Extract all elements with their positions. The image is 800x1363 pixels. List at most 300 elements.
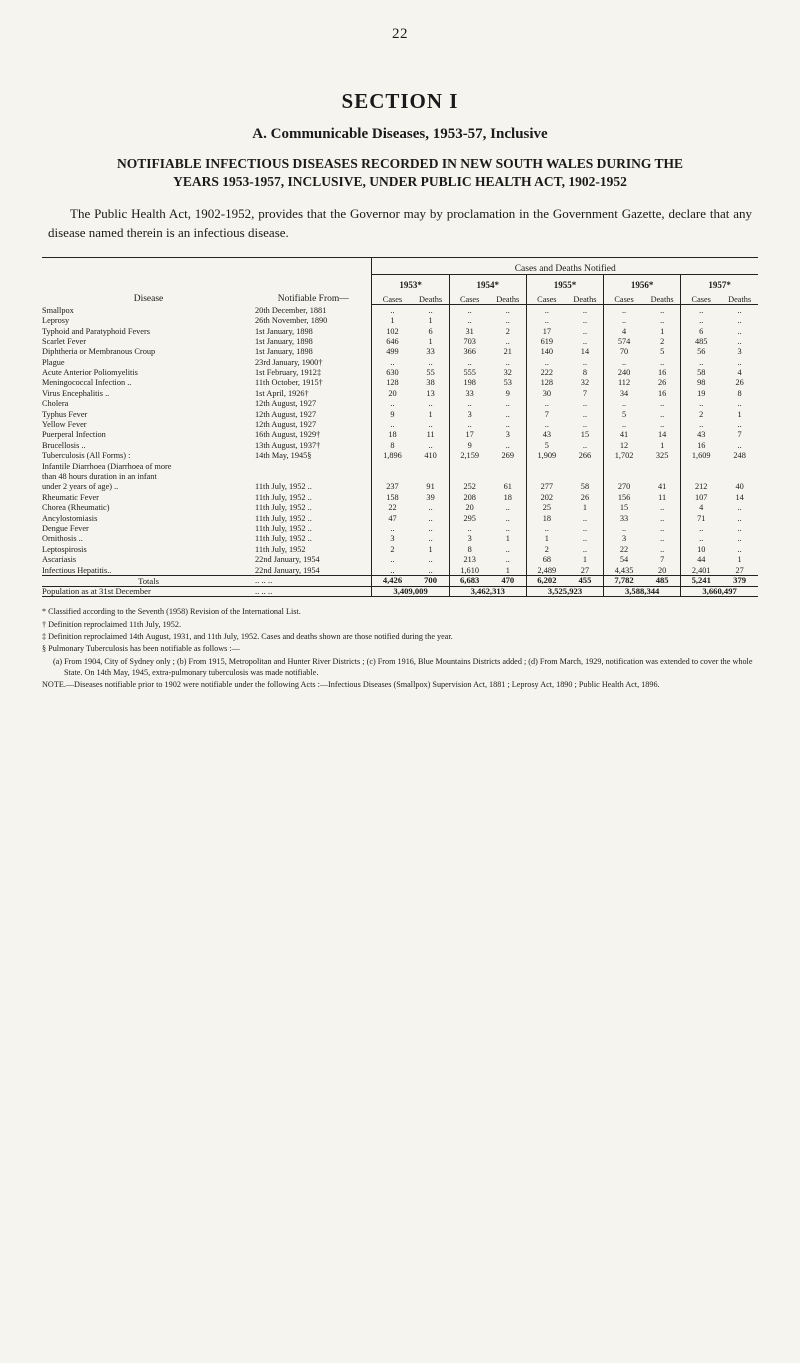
notifiable-from: 11th July, 1952 .. [255,492,312,502]
deaths-value [721,471,758,481]
deaths-value: 40 [735,482,744,492]
deaths-value: 2 [660,336,665,346]
deaths-value: .. [505,420,510,430]
cases-value: 295 [449,512,490,522]
cases-value: 58 [681,367,722,377]
cases-value [681,471,722,481]
deaths-value: 7 [582,388,588,398]
deaths-value: .. [737,357,742,367]
deaths-value: 1 [505,565,510,575]
deaths-value [567,471,604,481]
deaths-value: 248 [733,451,746,461]
deaths-value: 5 [660,347,665,357]
subheader-deaths-1953: Deaths [412,290,449,304]
deaths-value: .. [660,357,665,367]
cases-value: 112 [604,377,645,387]
disease-name: Cholera [42,399,69,409]
deaths-value: .. [660,523,665,533]
deaths-value: 38 [426,378,435,388]
page-number: 22 [392,26,408,42]
deaths-value: 55 [426,368,435,378]
notifiable-from: 11th July, 1952 .. [255,534,312,544]
deaths-value: .. [582,316,588,326]
population-label: Population as at 31st December [42,586,255,597]
cases-value: 7 [526,409,567,419]
disease-name: Ornithosis .. [42,534,83,544]
cases-value: .. [372,398,413,408]
cases-value: 22 [604,544,645,554]
deaths-value: 1 [582,555,588,565]
deaths-value: .. [582,420,588,430]
deaths-value: 39 [426,492,435,502]
totals-deaths: 485 [644,575,681,586]
deaths-value [721,460,758,470]
cases-value [449,460,490,470]
cases-value: 2,401 [681,564,722,575]
cases-value: 703 [449,336,490,346]
cases-value: 3 [449,533,490,543]
cases-value: 31 [449,325,490,335]
deaths-value: .. [737,534,742,544]
deaths-value: 7 [660,555,665,565]
cases-value: 1,609 [681,450,722,460]
cases-value: 213 [449,554,490,564]
deaths-value: 14 [580,347,590,357]
cases-value [449,471,490,481]
deaths-value: .. [582,357,588,367]
deaths-value: 20 [657,565,667,575]
deaths-value: 1 [428,544,433,554]
deaths-value: 1 [582,503,588,513]
cases-value: 15 [604,502,645,512]
cases-value: .. [449,523,490,533]
cases-value: 128 [372,377,413,387]
cases-value: .. [604,398,645,408]
cases-value: 3 [449,409,490,419]
notifiable-from: 26th November, 1890 [255,316,328,326]
deaths-value: .. [505,523,510,533]
disease-name: Infantile Diarrhoea (Diarrhoea of more [42,461,172,471]
cases-value: 12 [604,440,645,450]
table-row [42,315,758,325]
table-row [42,409,758,419]
cases-value: .. [681,398,722,408]
deaths-value: 27 [580,565,590,575]
notifiable-from [255,460,372,470]
cases-value: .. [449,357,490,367]
deaths-value: .. [737,305,742,315]
deaths-value: .. [428,555,433,565]
deaths-value: .. [660,513,665,523]
deaths-value: 266 [578,451,592,461]
cases-value: 4,435 [604,564,645,575]
totals-dots: .. .. .. [255,575,372,586]
cases-value: 240 [604,367,645,377]
cases-value [526,471,567,481]
cases-value: 128 [526,377,567,387]
notifiable-from: 11th July, 1952 [255,544,306,554]
deaths-value: 1 [660,326,665,336]
table-row [42,471,758,481]
cases-value: 8 [372,440,413,450]
deaths-value: 14 [657,430,667,440]
cases-value: .. [526,398,567,408]
deaths-value: 32 [580,378,590,388]
table-row [42,440,758,450]
notifiable-from: 22nd January, 1954 [255,565,320,575]
subheader-deaths-1955: Deaths [567,290,604,304]
deaths-value: 53 [503,378,512,388]
subheader-cases-1955: Cases [526,290,567,304]
deaths-value: 8 [737,388,742,398]
cases-value: 30 [526,388,567,398]
cases-value: 212 [681,481,722,491]
cases-value: .. [372,564,413,575]
deaths-value: .. [505,316,510,326]
deaths-value: .. [660,420,665,430]
subheader-cases-1956: Cases [604,290,645,304]
cases-value: 252 [449,481,490,491]
deaths-value: 2 [505,326,510,336]
deaths-value: .. [505,357,510,367]
deaths-value: .. [737,420,742,430]
cases-value: 158 [372,492,413,502]
cases-value: 56 [681,346,722,356]
notifiable-from: 12th August, 1927 [255,420,317,430]
cases-value: 646 [372,336,413,346]
deaths-value: 325 [655,451,669,461]
disease-name: Virus Encephalitis .. [42,388,110,398]
cases-value: 499 [372,346,413,356]
cases-value: 107 [681,492,722,502]
table-row [42,523,758,533]
footnote-section: § Pulmonary Tuberculosis has been notifiable as follows :— [42,644,240,654]
disease-name: Ascariasis [42,555,77,565]
deaths-value: .. [428,513,433,523]
disease-name: Leprosy [42,316,70,326]
deaths-value: .. [505,555,510,565]
cases-value: 2,489 [526,564,567,575]
cases-value: .. [526,304,567,315]
intro-paragraph: The Public Health Act, 1902-1952, provides that the Governor may by proclamation in the Government Gazette, declare that any disease named therein is an infectious disease. [48,206,752,241]
deaths-value: .. [582,534,588,544]
notifiable-from: 23rd January, 1900† [255,357,323,367]
population-value: 3,588,344 [604,586,681,597]
table-row [42,398,758,408]
cases-value: 202 [526,492,567,502]
cases-value: 33 [449,388,490,398]
deaths-value: .. [737,326,742,336]
deaths-value: .. [737,513,742,523]
deaths-value: 91 [426,482,435,492]
cases-value: .. [372,304,413,315]
cases-value: .. [372,419,413,429]
table-row [42,492,758,502]
deaths-value: 1 [660,440,665,450]
cases-value: 102 [372,325,413,335]
cases-value: 25 [526,502,567,512]
cases-value: .. [372,523,413,533]
deaths-value [567,460,604,470]
cases-value: 44 [681,554,722,564]
totals-cases: 7,782 [604,575,645,586]
population-row [42,586,758,597]
deaths-value [412,460,449,470]
section-subtitle: A. Communicable Diseases, 1953-57, Inclusive [252,126,548,142]
cases-value: 2 [526,544,567,554]
totals-deaths: 455 [567,575,604,586]
cases-value: 1 [372,315,413,325]
deaths-value: 32 [503,368,512,378]
cases-value: .. [681,523,722,533]
cases-value: 34 [604,388,645,398]
deaths-value: 1 [505,534,510,544]
disease-name: Puerperal Infection [42,430,106,440]
cases-value: 71 [681,512,722,522]
cases-value: .. [372,357,413,367]
deaths-value: .. [737,336,742,346]
deaths-value: 7 [737,430,742,440]
deaths-value: 26 [657,378,667,388]
deaths-value: .. [737,399,742,409]
cases-value: 68 [526,554,567,564]
deaths-value: .. [428,399,433,409]
deaths-value: 21 [503,347,512,357]
cases-value: 630 [372,367,413,377]
deaths-value: .. [428,305,433,315]
table-body [42,304,758,597]
deaths-value: 15 [580,430,590,440]
cases-value: 43 [526,429,567,439]
deaths-value: .. [582,544,588,554]
deaths-value: 1 [737,409,742,419]
footnote-note: NOTE.—Diseases notifiable prior to 1902 were notifiable under the following Acts :—Infectious Diseases (Smallpox) Supervision Act, 1881 ; Leprosy Act, 1890 ; Public Health Act, 1896. [42,680,660,690]
deaths-value: 58 [580,482,590,492]
cases-value: 17 [449,429,490,439]
deaths-value: .. [660,544,665,554]
cases-value: 366 [449,346,490,356]
year-header-1956: 1956* [604,274,681,290]
deaths-value: .. [660,316,665,326]
cases-value: .. [526,523,567,533]
cases-value: 20 [449,502,490,512]
headline-line-1: NOTIFIABLE INFECTIOUS DISEASES RECORDED IN NEW SOUTH WALES DURING THE [116,156,684,171]
deaths-value: 26 [735,378,744,388]
deaths-value: 16 [657,368,667,378]
disease-name: Typhus Fever [42,409,88,419]
cases-value: 19 [681,388,722,398]
notifiable-from: 11th October, 1915† [255,378,323,388]
deaths-value: 9 [505,388,510,398]
cases-value: 2 [681,409,722,419]
totals-label: Totals [42,575,255,586]
footnotes [42,606,758,690]
disease-name: Diphtheria or Membranous Croup [42,347,156,357]
cases-value: 98 [681,377,722,387]
cases-value [372,460,413,470]
cases-value: 574 [604,336,645,346]
deaths-value: 61 [503,482,512,492]
population-value: 3,409,009 [372,586,449,597]
cases-value: .. [526,315,567,325]
cases-value: .. [604,304,645,315]
cases-value: .. [681,419,722,429]
deaths-value: .. [582,440,588,450]
cases-value: .. [526,357,567,367]
deaths-value: .. [505,336,510,346]
deaths-value: 1 [428,409,433,419]
disease-name: Plague [42,357,65,367]
cases-value: 222 [526,367,567,377]
cases-value: 140 [526,346,567,356]
deaths-value: .. [582,513,588,523]
notifiable-from: 22nd January, 1954 [255,555,320,565]
cases-value: 9 [372,409,413,419]
cases-value: 22 [372,502,413,512]
deaths-value: .. [505,503,510,513]
cases-value: 33 [604,512,645,522]
table-row [42,357,758,367]
disease-name: Scarlet Fever [42,336,87,346]
totals-cases: 5,241 [681,575,722,586]
deaths-value: .. [737,440,742,450]
cases-value: 8 [449,544,490,554]
cases-value: .. [372,554,413,564]
deaths-value: 3 [505,430,510,440]
table-row [42,544,758,554]
deaths-value: .. [737,503,742,513]
disease-name: under 2 years of age) .. [42,482,119,492]
cases-value: .. [449,315,490,325]
disease-name: Acute Anterior Poliomyelitis [42,368,138,378]
year-header-1953: 1953* [372,274,449,290]
deaths-value: 6 [428,326,433,336]
cases-value: 1,702 [604,450,645,460]
column-header-disease-cell: Disease [42,258,255,305]
deaths-value [644,460,681,470]
cases-value [604,460,645,470]
cases-value: 70 [604,346,645,356]
cases-value: 270 [604,481,645,491]
deaths-value: 1 [428,316,433,326]
group-header-cases-deaths: Cases and Deaths Notified [372,258,758,275]
deaths-value: .. [660,409,665,419]
cases-value: 4 [604,325,645,335]
deaths-value: .. [428,420,433,430]
deaths-value: .. [428,534,433,544]
disease-name: Tuberculosis (All Forms) : [42,451,131,461]
footnote-dagger: † Definition reproclaimed 11th July, 1952. [42,619,182,629]
cases-value: 4 [681,502,722,512]
cases-value: 5 [526,440,567,450]
deaths-value: .. [582,409,588,419]
deaths-value: .. [660,399,665,409]
table-row [42,346,758,356]
deaths-value [490,471,527,481]
disease-name: Leptospirosis [42,544,87,554]
table-row [42,512,758,522]
deaths-value: .. [428,440,433,450]
disease-name: than 48 hours duration in an infant [42,471,157,481]
deaths-value: 269 [501,451,514,461]
cases-value: .. [681,304,722,315]
notifiable-from: 12th August, 1927 [255,409,317,419]
deaths-value: .. [505,305,510,315]
deaths-value [490,460,527,470]
subheader-cases-1954: Cases [449,290,490,304]
deaths-value: 3 [737,347,742,357]
cases-value [604,471,645,481]
cases-value: 1,909 [526,450,567,460]
notifiable-from: 1st January, 1898 [255,347,313,357]
cases-value: 18 [372,429,413,439]
cases-value: 1 [526,533,567,543]
notifiable-from: 16th August, 1929† [255,430,321,440]
totals-row [42,575,758,586]
column-header-notifiable-cell: Notifiable From— [255,258,372,305]
notifiable-from: 1st April, 1926† [255,388,309,398]
table-row [42,481,758,491]
section-title: SECTION I [341,89,459,113]
deaths-value: 16 [657,388,667,398]
cases-value: 198 [449,377,490,387]
deaths-value: .. [660,503,665,513]
cases-value: 18 [526,512,567,522]
deaths-value: 11 [426,430,435,440]
deaths-value: 11 [658,492,667,502]
table-row [42,554,758,564]
deaths-value: .. [660,534,665,544]
table-row [42,336,758,346]
cases-value: 3 [604,533,645,543]
totals-deaths: 470 [490,575,527,586]
deaths-value: 8 [582,368,588,378]
cases-value: 277 [526,481,567,491]
subheader-deaths-1956: Deaths [644,290,681,304]
cases-value: .. [604,419,645,429]
deaths-value: .. [582,326,588,336]
subheader-cases-1953: Cases [372,290,413,304]
population-dots: .. .. .. [255,586,372,597]
population-value: 3,525,923 [526,586,603,597]
cases-value: 41 [604,429,645,439]
deaths-value: .. [737,544,742,554]
table-row [42,450,758,460]
deaths-value [412,471,449,481]
cases-value: 9 [449,440,490,450]
cases-value: 1,896 [372,450,413,460]
totals-cases: 6,683 [449,575,490,586]
deaths-value: .. [737,316,742,326]
deaths-value: .. [428,523,433,533]
cases-value: .. [449,304,490,315]
totals-cases: 4,426 [372,575,413,586]
cases-value: 5 [604,409,645,419]
footnote-a-d: (a) From 1904, City of Sydney only ; (b) From 1915, Metropolitan and Hunter River Districts ; (c) From 1916, Blue Mountains Districts added ; (d) From March, 1929, notification was extended to cover the whole State. On 14th May, 1945, extra-pulmonary tuberculosis was made notifiable. [53,656,753,677]
cases-value: .. [604,523,645,533]
table-row [42,533,758,543]
cases-value: 43 [681,429,722,439]
cases-value: .. [681,533,722,543]
cases-value: 6 [681,325,722,335]
cases-value: 555 [449,367,490,377]
cases-value: .. [449,419,490,429]
deaths-value: 18 [503,492,512,502]
cases-value: 2 [372,544,413,554]
deaths-value: .. [582,336,588,346]
deaths-value: 14 [735,492,744,502]
deaths-value: .. [660,305,665,315]
